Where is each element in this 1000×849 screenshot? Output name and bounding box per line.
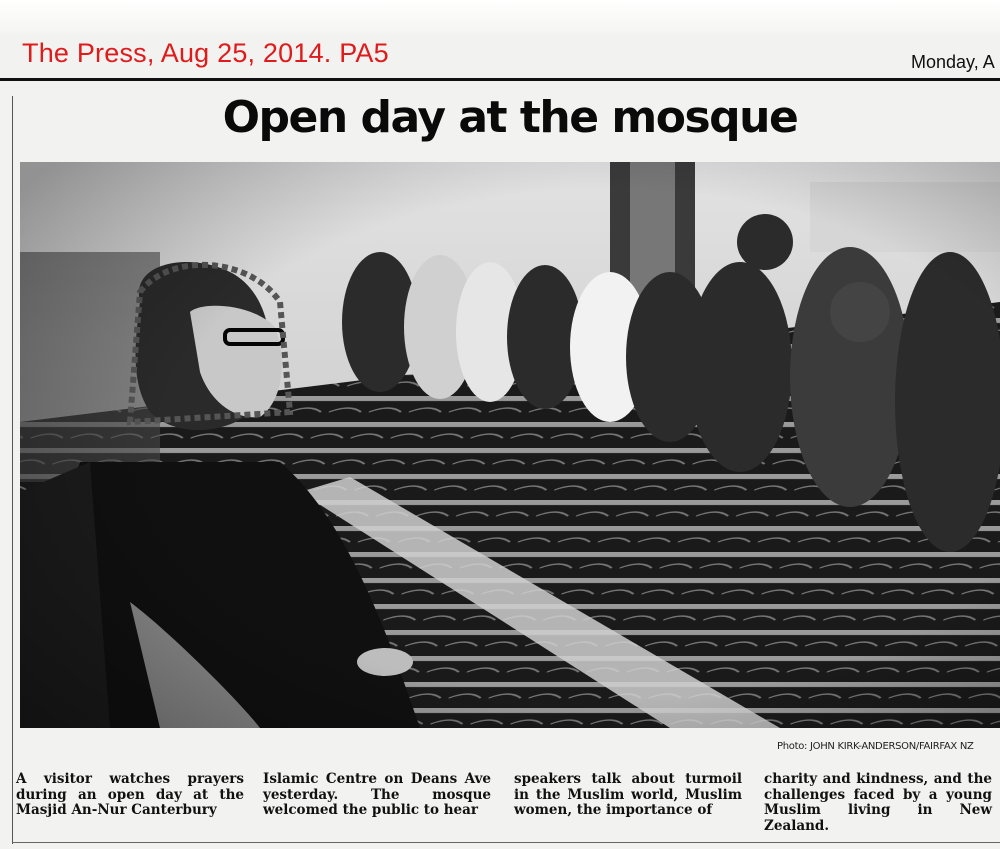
caption-column-1: A visitor watches prayers during an open day at the Masjid An-Nur Canterbury	[16, 771, 244, 818]
scan-top-margin	[0, 0, 1000, 34]
news-photo	[20, 162, 1000, 728]
footer-rule	[12, 842, 1000, 843]
source-label: The Press, Aug 25, 2014. PA5	[22, 38, 389, 68]
caption-column-4: charity and kindness, and the challenges faced by a young Muslim living in New Zealand.	[764, 771, 992, 834]
headline: Open day at the mosque	[222, 92, 798, 143]
column-rule	[12, 96, 13, 844]
photo-credit: Photo: JOHN KIRK-ANDERSON/FAIRFAX NZ	[777, 741, 974, 752]
caption-column-3: speakers talk about turmoil in the Muslim world, Muslim women, the importance of	[514, 771, 742, 818]
header-rule	[0, 78, 1000, 81]
caption-column-2: Islamic Centre on Deans Ave yesterday. The mosque welcomed the public to hear	[263, 771, 491, 818]
dateline: Monday, A	[911, 52, 995, 72]
prayer-hall-photo-icon	[20, 162, 1000, 728]
